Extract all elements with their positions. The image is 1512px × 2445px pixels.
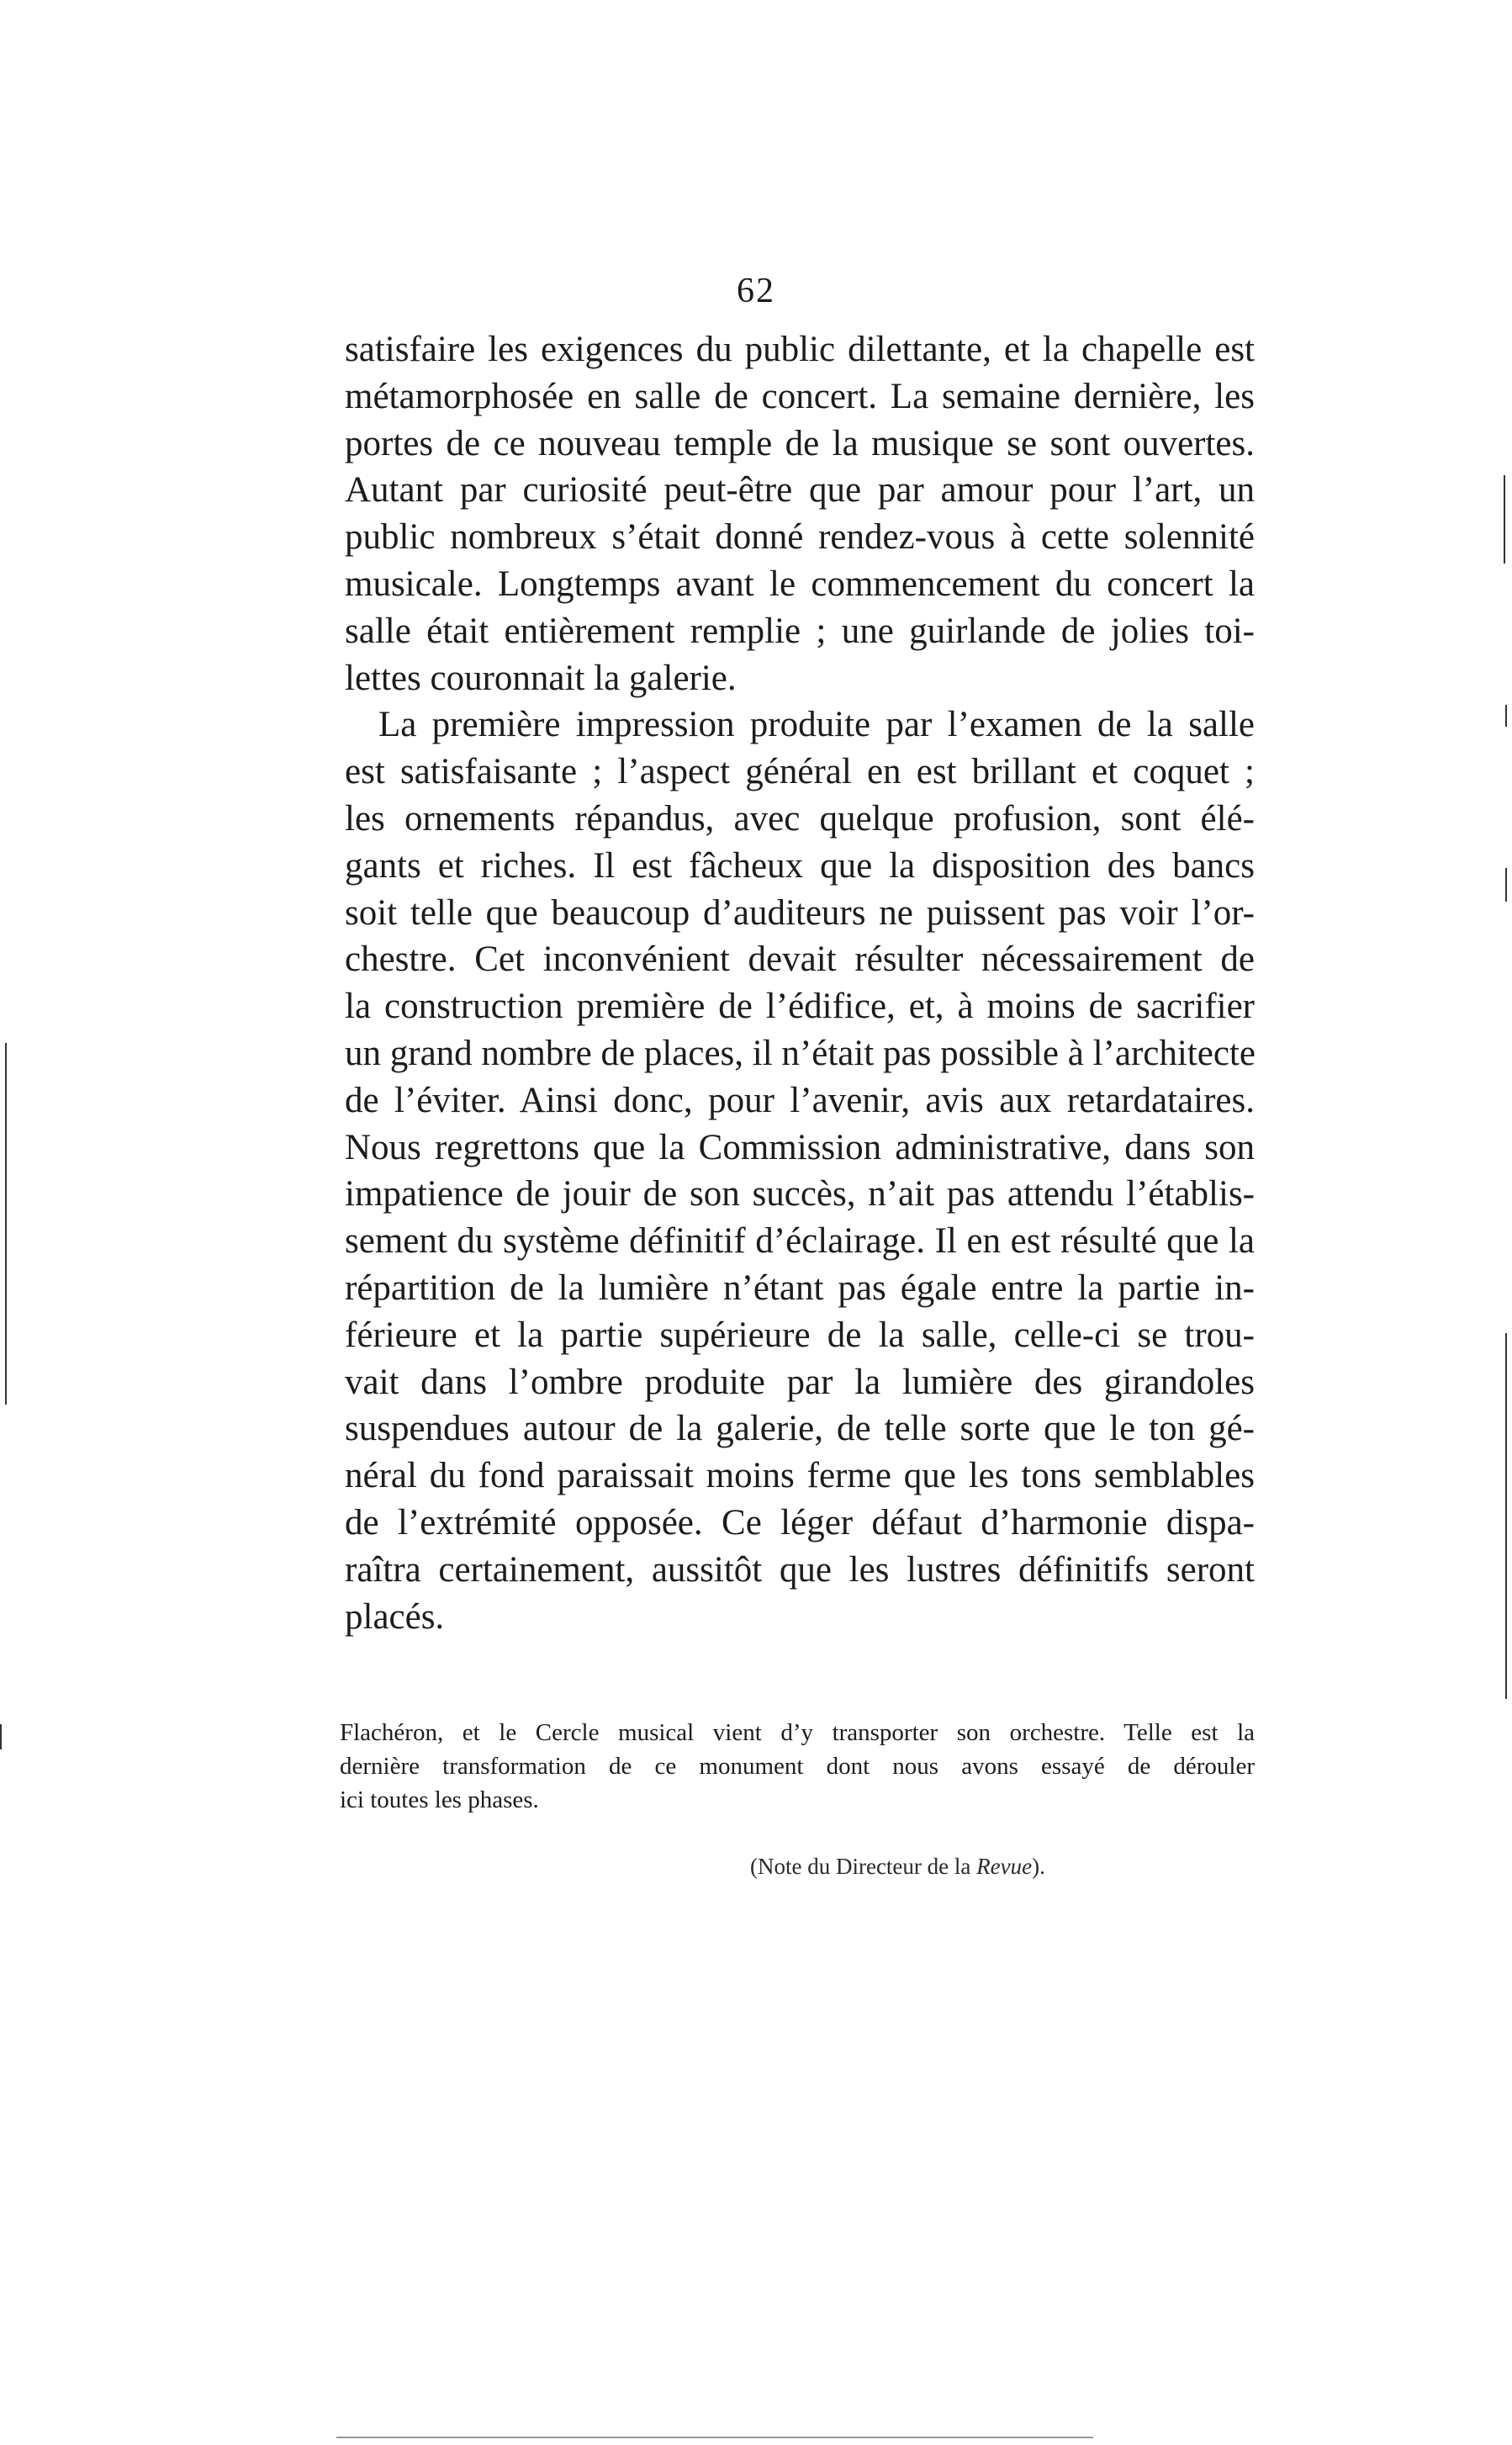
footnote-line: Flachéron, et le Cercle musical vient d’y transporter son orchestre. Telle est la <box>340 1719 1255 1746</box>
scan-mark <box>5 1043 7 1405</box>
text-line: de l’éviter. Ainsi donc, pour l’avenir, avis aux retardataires. <box>345 1080 1255 1120</box>
text-line: suspendues autour de la galerie, de telle sorte que le ton gé- <box>345 1409 1255 1449</box>
text-line: répartition de la lumière n’étant pas égale entre la partie in- <box>345 1267 1255 1308</box>
main-text <box>345 326 1255 1640</box>
text-line: férieure et la partie supérieure de la salle, celle-ci se trou- <box>345 1315 1255 1355</box>
text-line: Autant par curiosité peut-être que par amour pour l’art, un <box>345 470 1255 511</box>
text-line: public nombreux s’était donné rendez-vous à cette solennité <box>345 517 1255 558</box>
text-line: portes de ce nouveau temple de la musique se sont ouvertes. <box>345 423 1255 463</box>
scan-mark <box>1505 868 1507 902</box>
text-line: métamorphosée en salle de concert. La semaine dernière, les <box>345 376 1255 416</box>
text-line: satisfaire les exigences du public dilettante, et la chapelle est <box>345 330 1255 369</box>
text-line: placés. <box>345 1596 445 1637</box>
text-line: impatience de jouir de son succès, n’ait pas attendu l’établis- <box>345 1174 1255 1215</box>
text-line: raîtra certainement, aussitôt que les lustres définitifs seront <box>345 1549 1255 1590</box>
text-line: est satisfaisante ; l’aspect général en est brillant et coquet ; <box>345 752 1255 792</box>
text-line: un grand nombre de places, il n’était pas possible à l’architecte <box>345 1033 1256 1073</box>
footnote-line: dernière transformation de ce monument dont nous avons essayé de dérouler <box>340 1753 1255 1780</box>
text-line: la construction première de l’édifice, et, à moins de sacrifier <box>345 987 1255 1027</box>
footnote-signature <box>750 1852 1171 1881</box>
scan-mark <box>1505 1333 1507 1699</box>
signature-title: Revue <box>976 1854 1033 1879</box>
text-line: les ornements répandus, avec quelque profusion, sont élé- <box>345 798 1255 839</box>
paragraph-1 <box>345 326 1255 701</box>
signature-prefix: (Note du Directeur de la <box>750 1854 977 1879</box>
paragraph-2 <box>345 701 1255 1640</box>
text-line: gants et riches. Il est fâcheux que la disposition des bancs <box>345 845 1255 886</box>
text-line: de l’extrémité opposée. Ce léger défaut d’harmonie dispa- <box>345 1502 1255 1543</box>
page-number: 62 <box>737 272 775 310</box>
text-line: La première impression produite par l’examen de la salle <box>378 705 1255 745</box>
text-line: soit telle que beaucoup d’auditeurs ne puissent pas voir l’or- <box>345 892 1255 933</box>
text-line: salle était entièrement remplie ; une guirlande de jolies toi- <box>345 611 1255 651</box>
scan-mark <box>0 1724 2 1749</box>
text-line: sement du système définitif d’éclairage. Il en est résulté que la <box>345 1221 1255 1262</box>
text-line: lettes couronnait la galerie. <box>345 658 737 698</box>
footnote-line: ici toutes les phases. <box>340 1786 539 1813</box>
signature-suffix: ). <box>1032 1854 1045 1879</box>
text-line: Nous regrettons que la Commission administrative, dans son <box>345 1127 1255 1167</box>
footnote <box>340 1716 1255 1817</box>
text-line: vait dans l’ombre produite par la lumière des girandoles <box>345 1362 1255 1402</box>
text-line: néral du fond paraissait moins ferme que les tons semblables <box>345 1456 1255 1496</box>
text-line: musicale. Longtemps avant le commencement du concert la <box>345 564 1255 604</box>
scan-mark <box>1504 475 1505 564</box>
scan-mark <box>1505 705 1507 727</box>
text-line: chestre. Cet inconvénient devait résulter nécessairement de <box>345 939 1255 980</box>
scan-mark <box>336 2437 1093 2438</box>
